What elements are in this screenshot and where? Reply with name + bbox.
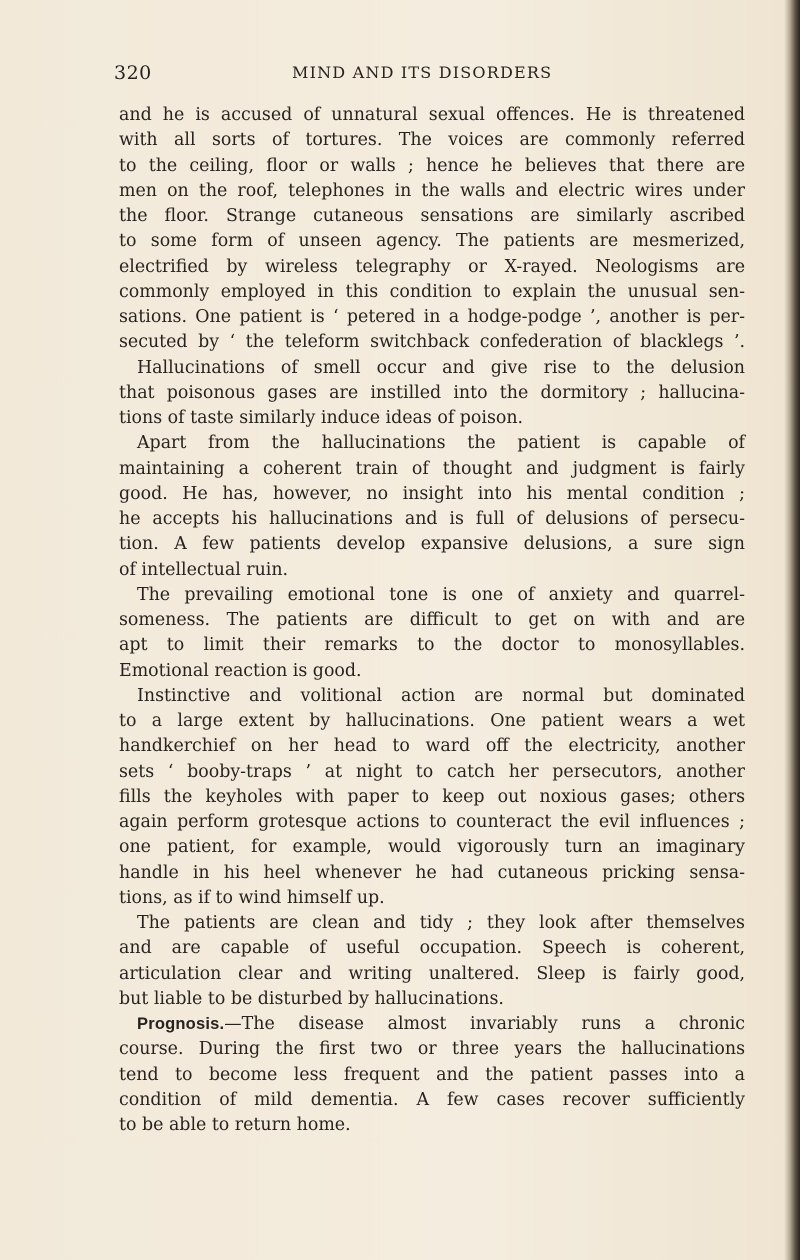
paragraph-end-line: to be able to return home. (119, 1115, 351, 1135)
text-line: fills the keyholes with paper to keep out noxious gases; others (119, 786, 745, 807)
text-line: articulation clear and writing unaltered. Sleep is fairly good, (119, 963, 745, 984)
text-line: men on the roof, telephones in the walls and electric wires under (119, 180, 745, 201)
text-line: apt to limit their remarks to the doctor to monosyllables. (119, 635, 745, 656)
text-line: handle in his heel whenever he had cutaneous pricking sensa- (119, 862, 745, 883)
text-line: handkerchief on her head to ward off the electricity, another (119, 736, 745, 757)
text-line: secuted by ‘ the teleform switchback confederation of blacklegs ’. (119, 332, 745, 353)
text-line: to the ceiling, floor or walls ; hence he believes that there are (119, 155, 745, 176)
paragraph-end-line: Emotional reaction is good. (119, 660, 362, 681)
prognosis-heading: Prognosis. (137, 1015, 225, 1033)
running-header (114, 62, 734, 88)
text-line: that poisonous gases are instilled into the dormitory ; hallucina- (119, 382, 745, 403)
text-line: the floor. Strange cutaneous sensations are similarly ascribed (119, 206, 745, 226)
paragraph-end-line: of intellectual ruin. (119, 559, 289, 580)
text-line: he accepts his hallucinations and is full of delusions of persecu- (119, 509, 745, 529)
text-line: maintaining a coherent train of thought and judgment is fairly (119, 458, 745, 479)
text-line: again perform grotesque actions to counteract the evil influences ; (119, 812, 745, 832)
text-line: and are capable of useful occupation. Speech is coherent, (119, 938, 745, 959)
text-line: course. During the first two or three years the hallucinations (119, 1039, 745, 1060)
text-line: someness. The patients are difficult to get on with and are (119, 610, 745, 630)
paragraph-start-line: Instinctive and volitional action are normal but dominated (137, 685, 745, 706)
text-line: condition of mild dementia. A few cases recover sufficiently (119, 1089, 745, 1110)
text-line: with all sorts of tortures. The voices are commonly referred (119, 130, 745, 151)
body-text (119, 103, 745, 1138)
paragraph-start-line: Apart from the hallucinations the patient is capable of (137, 433, 745, 454)
paragraph-end-line: tions, as if to wind himself up. (119, 887, 385, 908)
text-line: to a large extent by hallucinations. One patient wears a wet (119, 711, 745, 731)
paragraph-start-line: Hallucinations of smell occur and give rise to the delusion (137, 357, 745, 378)
text-line: tion. A few patients develop expansive delusions, a sure sign (119, 534, 745, 555)
text-line: to some form of unseen agency. The patients are mesmerized, (119, 231, 745, 252)
prognosis-paragraph-start (119, 1012, 745, 1037)
text-line: one patient, for example, would vigorously turn an imaginary (119, 837, 745, 858)
paragraph-end-line: tions of taste similarly induce ideas of poison. (119, 408, 524, 428)
paragraph-end-line: but liable to be disturbed by hallucinations. (119, 988, 504, 1009)
paragraph-start-line: The prevailing emotional tone is one of anxiety and quarrel- (137, 584, 745, 605)
text-line: good. He has, however, no insight into his mental condition ; (119, 483, 745, 504)
text-line: electrified by wireless telegraphy or X-rayed. Neologisms are (119, 256, 745, 277)
text-line: and he is accused of unnatural sexual offences. He is threatened (119, 105, 745, 125)
paragraph-start-line: The patients are clean and tidy ; they look after themselves (137, 913, 745, 933)
page-edge-shadow (784, 0, 800, 1260)
prognosis-text: —The disease almost invariably runs a chronic (224, 1014, 745, 1034)
text-line: sets ‘ booby-traps ’ at night to catch her persecutors, another (119, 761, 745, 782)
running-title: MIND AND ITS DISORDERS (292, 63, 553, 82)
text-line: tend to become less frequent and the patient passes into a (119, 1064, 745, 1085)
text-line: sations. One patient is ‘ petered in a hodge-podge ’, another is per- (119, 307, 745, 327)
page-number: 320 (114, 62, 152, 84)
text-line: commonly employed in this condition to explain the unusual sen- (119, 281, 745, 302)
